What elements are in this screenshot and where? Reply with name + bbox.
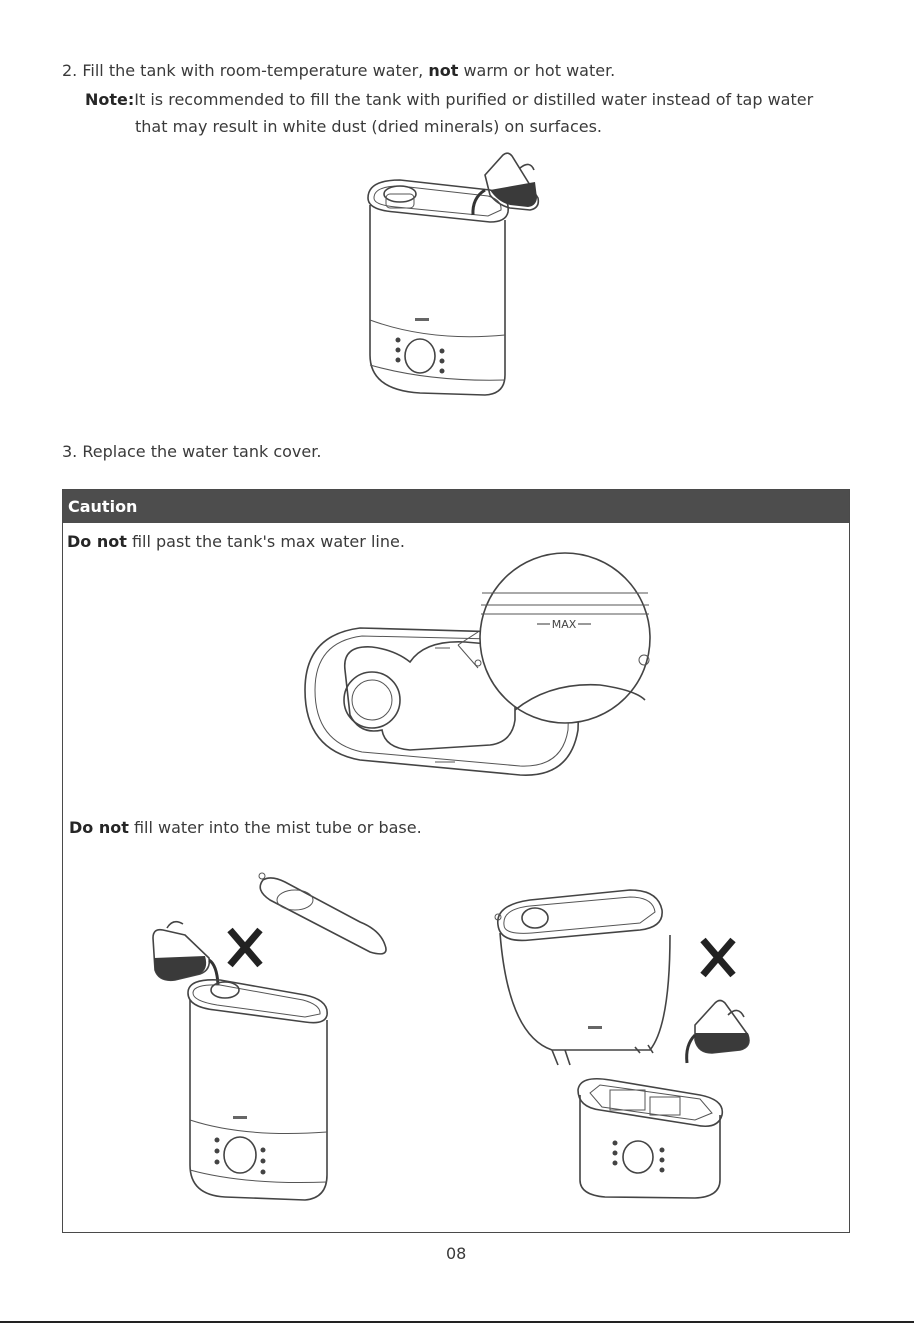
step-2-text-before: Fill the tank with room-temperature water, bbox=[82, 61, 429, 80]
step-3-number: 3. bbox=[62, 442, 78, 461]
caution-item-2-text: fill water into the mist tube or base. bbox=[128, 818, 422, 837]
step-2-text-after: warm or hot water. bbox=[458, 61, 616, 80]
caution-item-1-text: fill past the tank's max water line. bbox=[126, 532, 405, 551]
step-3-label: Replace the water tank cover. bbox=[82, 442, 322, 461]
humidifier-tank-drawing bbox=[188, 980, 327, 1200]
max-label: MAX bbox=[551, 618, 577, 631]
caution-item-1-emphasis: Do not bbox=[67, 532, 127, 551]
pitcher-icon bbox=[687, 1001, 749, 1064]
caution-title: Caution bbox=[63, 490, 849, 523]
x-mark-icon bbox=[703, 940, 733, 975]
step-2-emphasis: not bbox=[428, 61, 459, 80]
base-unit-drawing bbox=[578, 1079, 722, 1198]
tilted-tank-drawing bbox=[495, 890, 670, 1065]
step-2-number: 2. bbox=[62, 61, 78, 80]
magnifier-circle bbox=[458, 553, 650, 723]
humidifier-tank-drawing bbox=[368, 180, 508, 395]
cover-drawing bbox=[259, 873, 386, 954]
note-label: Note: bbox=[85, 90, 135, 109]
x-mark-icon bbox=[230, 930, 260, 965]
caution-item-2 bbox=[69, 817, 422, 839]
note-text-1: It is recommended to fill the tank with purified or distilled water instead of tap water bbox=[134, 90, 814, 109]
note-line-2: that may result in white dust (dried minerals) on surfaces. bbox=[135, 117, 602, 136]
step-2-text bbox=[62, 60, 615, 82]
mist-tube-fill-illustration bbox=[145, 870, 395, 1205]
pitcher-icon bbox=[153, 922, 218, 985]
bottom-rule bbox=[0, 1321, 914, 1323]
humidifier-fill-illustration bbox=[360, 150, 560, 405]
caution-item-2-emphasis: Do not bbox=[69, 818, 129, 837]
page-number: 08 bbox=[446, 1244, 467, 1263]
pitcher-icon bbox=[473, 153, 538, 215]
max-line-illustration bbox=[300, 550, 660, 785]
step-3-text bbox=[62, 441, 321, 463]
note-line-1 bbox=[85, 89, 813, 111]
base-fill-illustration bbox=[490, 885, 760, 1205]
